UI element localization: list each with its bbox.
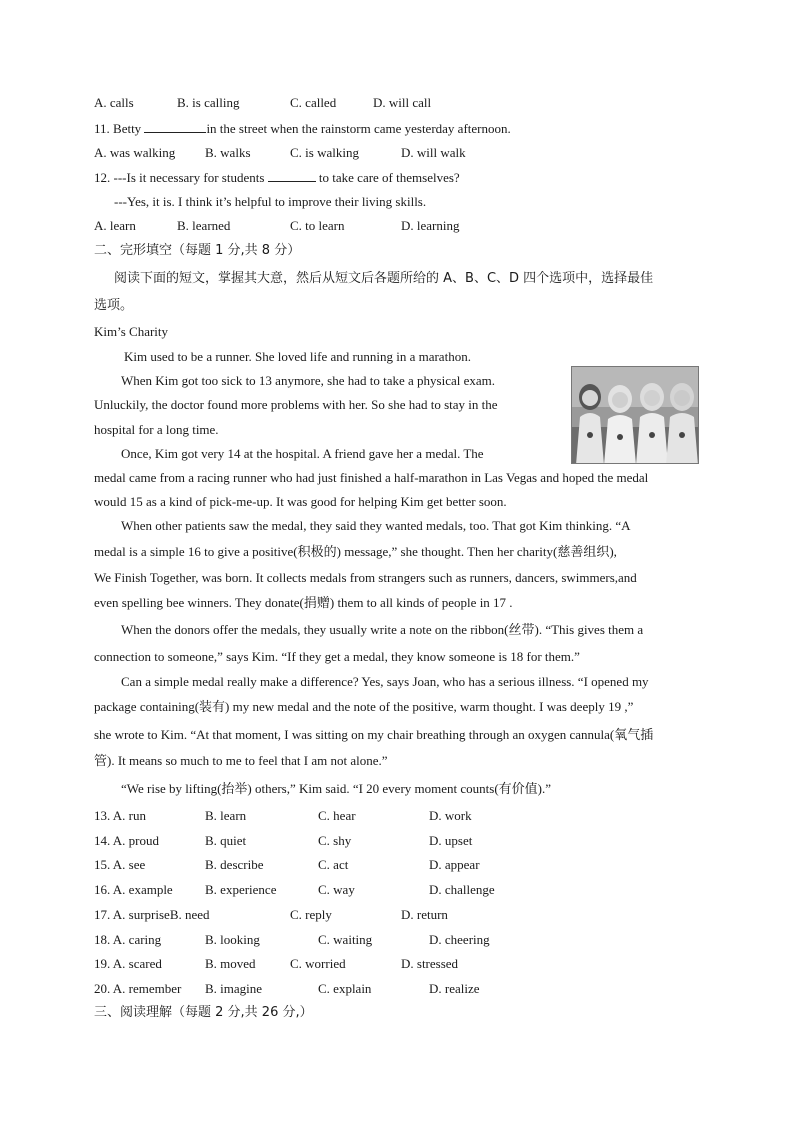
passage-line-12: When the donors offer the medals, they usually write a note on the ribbon(丝带). “This gives them a [121,622,644,637]
mc-18-a: 18. A. caring [94,932,162,947]
q12-blank [268,169,316,182]
mc-15-b: B. describe [205,857,264,872]
mc-13-a: 13. A. run [94,808,146,823]
q11-stem [94,120,511,137]
passage-title: Kim’s Charity [94,324,169,339]
mc-19-a: 19. A. scared [94,956,162,971]
q11-option-c: C. is walking [290,145,359,160]
mc-13-d: D. work [429,808,472,823]
section2-heading: 二、完形填空（每题 1 分,共 8 分） [94,243,301,258]
passage-line-3: Unluckily, the doctor found more problems with her. So she had to stay in the [94,397,498,412]
mc-17-d: D. return [401,907,448,922]
mc-14-d: D. upset [429,833,473,848]
passage-line-16: she wrote to Kim. “At that moment, I was sitting on my chair breathing through an oxygen cannula(氧气插 [94,727,654,742]
q12-option-d: D. learning [401,218,460,233]
q12-answer-line: ---Yes, it is. I think it’s helpful to improve their living skills. [114,194,427,209]
photo-image [572,367,699,464]
passage-line-4: hospital for a long time. [94,422,219,437]
q11-prefix: 11. Betty [94,121,145,136]
mc-20-b: B. imagine [205,981,263,996]
section2-instruction: 阅读下面的短文，掌握其大意，然后从短文后各题所给的 A、B、C、D 四个选项中，选择最佳 [114,271,654,286]
mc-18-b: B. looking [205,932,260,947]
mc-17-c: C. reply [290,907,332,922]
mc-14-b: B. quiet [205,833,247,848]
passage-line-7: would 15 as a kind of pick-me-up. It was good for helping Kim get better soon. [94,494,507,509]
q12-option-a: A. learn [94,218,136,233]
q12-suffix: to take care of themselves? [315,170,460,185]
q10-option-a: A. calls [94,95,134,110]
mc-13-c: C. hear [318,808,356,823]
mc-14-a: 14. A. proud [94,833,159,848]
q10-option-b: B. is calling [177,95,240,110]
mc-15-c: C. act [318,857,349,872]
section3-heading: 三、阅读理解（每题 2 分,共 26 分,） [94,1005,313,1020]
mc-16-c: C. way [318,882,355,897]
passage-line-10: We Finish Together, was born. It collects medals from strangers such as runners, dancers, swimmers,and [94,570,637,585]
passage-line-9: medal is a simple 16 to give a positive(积极的) message,” she thought. Then her charity(慈善组织), [94,544,617,559]
mc-20-d: D. realize [429,981,480,996]
q12-prefix: 12. ---Is it necessary for students [94,170,268,185]
mc-16-a: 16. A. example [94,882,173,897]
mc-17-ab: 17. A. surpriseB. need [94,907,210,922]
passage-line-5: Once, Kim got very 14 at the hospital. A friend gave her a medal. The [121,446,484,461]
q11-option-b: B. walks [205,145,251,160]
q12-option-b: B. learned [177,218,231,233]
passage-line-18: “We rise by lifting(抬举) others,” Kim said. “I 20 every moment counts(有价值).” [121,781,552,796]
mc-20-a: 20. A. remember [94,981,182,996]
mc-14-c: C. shy [318,833,352,848]
passage-line-14: Can a simple medal really make a difference? Yes, says Joan, who has a serious illness. “I opened my [121,674,649,689]
passage-line-6: medal came from a racing runner who had just finished a half-marathon in Las Vegas and hoped the medal [94,470,649,485]
mc-19-b: B. moved [205,956,256,971]
passage-line-13: connection to someone,” says Kim. “If they get a medal, they know someone is 18 for them.” [94,649,580,664]
passage-line-11: even spelling bee winners. They donate(捐赠) them to all kinds of people in 17 . [94,595,513,610]
q11-suffix: in the street when the rainstorm came yesterday afternoon. [206,121,511,136]
passage-line-2: When Kim got too sick to 13 anymore, she had to take a physical exam. [121,373,496,388]
mc-18-c: C. waiting [318,932,373,947]
medal-girls-photo [571,366,699,464]
passage-line-15: package containing(装有) my new medal and the note of the positive, warm thought. I was deeply 19 ,” [94,699,634,714]
passage-line-8: When other patients saw the medal, they said they wanted medals, too. That got Kim thinking. “A [121,518,631,533]
mc-15-a: 15. A. see [94,857,146,872]
q12-stem [94,169,460,186]
mc-13-b: B. learn [205,808,247,823]
mc-16-b: B. experience [205,882,277,897]
mc-19-c: C. worried [290,956,346,971]
passage-line-17: 管). It means so much to me to feel that I am not alone.” [94,753,388,768]
q10-option-d: D. will call [373,95,432,110]
q11-option-d: D. will walk [401,145,466,160]
section2-instruction-cont: 选项。 [94,298,134,313]
mc-16-d: D. challenge [429,882,495,897]
passage-line-1: Kim used to be a runner. She loved life and running in a marathon. [124,349,471,364]
q11-blank [144,120,206,133]
q11-option-a: A. was walking [94,145,176,160]
q10-option-c: C. called [290,95,337,110]
q12-option-c: C. to learn [290,218,345,233]
mc-19-d: D. stressed [401,956,459,971]
mc-20-c: C. explain [318,981,372,996]
mc-18-d: D. cheering [429,932,490,947]
mc-15-d: D. appear [429,857,480,872]
